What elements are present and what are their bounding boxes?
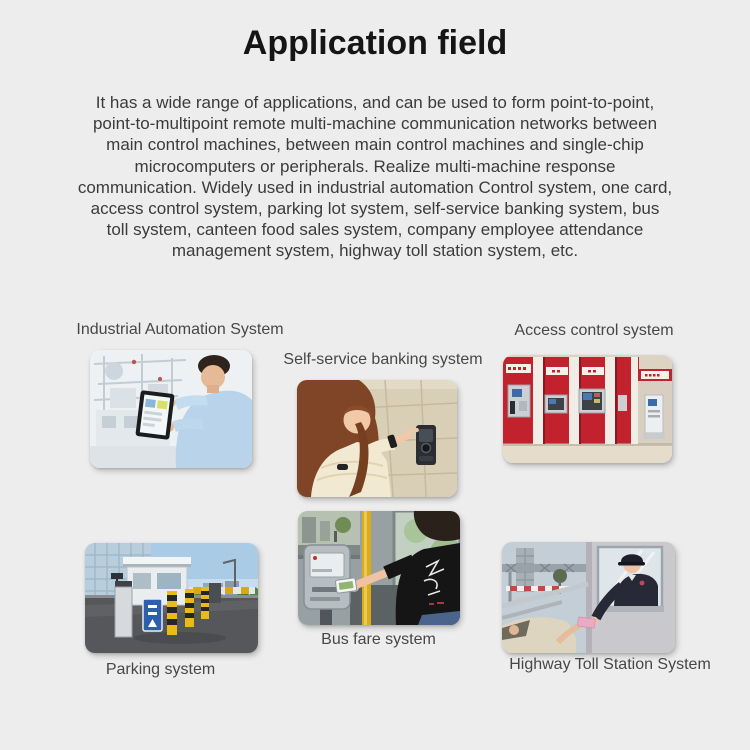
man-with-tablet-in-factory-illustration (90, 350, 252, 468)
label-highway-toll-station-system: Highway Toll Station System (509, 656, 711, 673)
description-line: toll system, canteen food sales system, company employee attendance (106, 220, 644, 240)
description-line: point-to-multipoint remote multi-machine communication networks between (92, 114, 658, 134)
description-line: It has a wide range of applications, and can be used to form point-to-point, (95, 93, 655, 112)
industrial-automation-photo (90, 350, 252, 468)
label-parking-system: Parking system (105, 661, 216, 678)
description-line: access control system, parking lot system, self-service banking system, bus (90, 199, 660, 219)
parking-system-photo (85, 543, 258, 653)
page-title: Application field (242, 24, 508, 62)
woman-pressing-wall-terminal-illustration (297, 380, 457, 497)
description-line: main control machines, between main control machines and single-chip (106, 135, 644, 155)
label-self-service-banking-system: Self-service banking system (283, 351, 483, 368)
self-service-banking-photo (297, 380, 457, 497)
bus-fare-system-photo (298, 511, 460, 625)
label-access-control-system: Access control system (514, 322, 674, 339)
red-atm-self-service-booths-illustration (503, 355, 672, 463)
parking-lot-entrance-gate-illustration (85, 543, 258, 653)
description-paragraph (39, 92, 711, 262)
description-line: microcomputers or peripherals. Realize multi-machine response (134, 156, 616, 176)
description-line: communication. Widely used in industrial automation Control system, one card, (77, 177, 673, 197)
label-bus-fare-system: Bus fare system (321, 631, 436, 648)
toll-booth-attendant-handing-ticket-illustration (502, 542, 675, 653)
highway-toll-station-photo (502, 542, 675, 653)
access-control-photo (503, 355, 672, 463)
woman-tapping-card-on-bus-reader-illustration (298, 511, 460, 625)
label-industrial-automation-system: Industrial Automation System (76, 321, 284, 338)
description-line: management system, highway toll station system, etc. (171, 241, 579, 261)
